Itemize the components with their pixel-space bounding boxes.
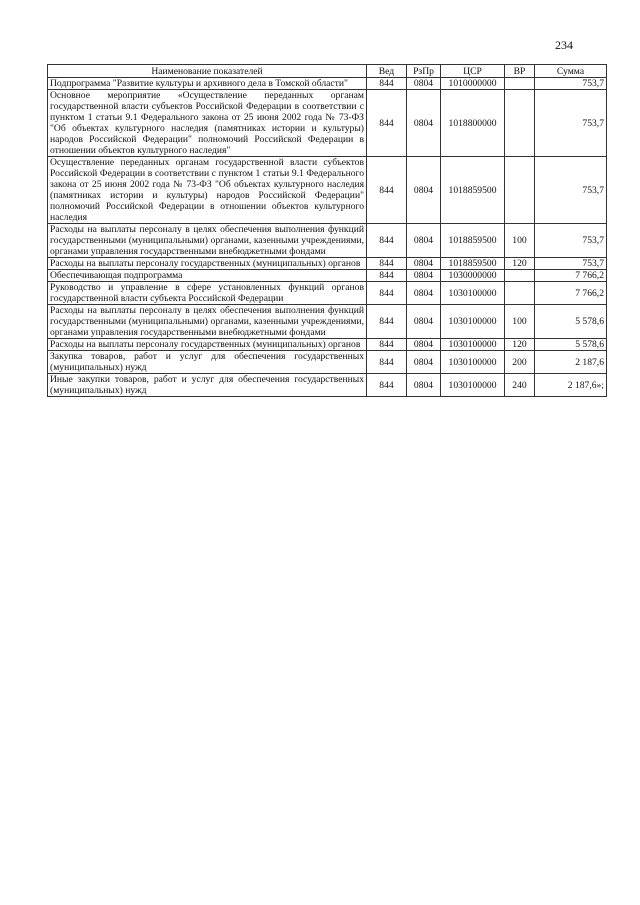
row-name: Расходы на выплаты персоналу в целях обеспечения выполнения функций государственными (муниципальными) органами, казенными учреждениями, органами управления государственными внебюджетными фондами [48,305,367,339]
row-sum: 7 766,2 [535,282,607,305]
row-csr: 1018859500 [441,224,505,258]
row-rzpr: 0804 [407,78,441,90]
row-name: Подпрограмма "Развитие культуры и архивного дела в Томской области" [48,78,367,90]
row-sum: 7 766,2 [535,270,607,282]
row-sum: 753,7 [535,90,607,157]
row-ved: 844 [367,157,407,224]
row-vr: 240 [505,374,535,397]
row-vr: 100 [505,224,535,258]
page-number: 234 [555,38,573,52]
row-name: Закупка товаров, работ и услуг для обеспечения государственных (муниципальных) нужд [48,351,367,374]
row-rzpr: 0804 [407,339,441,351]
table-row [48,282,607,305]
header-ved: Вед [367,65,407,78]
row-sum: 753,7 [535,157,607,224]
row-vr: 120 [505,258,535,270]
row-sum: 2 187,6 [535,351,607,374]
row-name: Осуществление переданных органам государственной власти субъектов Российской Федерации в соответствии с пунктом 1 статьи 9.1 Федерального закона от 25 июня 2002 года № 73-ФЗ "Об объектах культурного наследия (памятниках истории и культуры) народов Российской Федерации" полномочий Российской Федерации в отношении объектов культурного наследия [48,157,367,224]
row-vr [505,157,535,224]
row-rzpr: 0804 [407,374,441,397]
table-row [48,270,607,282]
row-name: Обеспечивающая подпрограмма [48,270,367,282]
row-ved: 844 [367,224,407,258]
row-ved: 844 [367,270,407,282]
table-row [48,90,607,157]
row-name: Расходы на выплаты персоналу государственных (муниципальных) органов [48,339,367,351]
row-vr [505,282,535,305]
row-sum: 753,7 [535,224,607,258]
row-sum: 753,7 [535,258,607,270]
header-vr: ВР [505,65,535,78]
row-ved: 844 [367,78,407,90]
row-ved: 844 [367,282,407,305]
row-csr: 1030000000 [441,270,505,282]
row-csr: 1010000000 [441,78,505,90]
row-name: Расходы на выплаты персоналу государственных (муниципальных) органов [48,258,367,270]
row-csr: 1030100000 [441,339,505,351]
row-ved: 844 [367,339,407,351]
row-name: Основное мероприятие «Осуществление переданных органам государственной власти субъектов Российской Федерации в соответствии с пунктом 1 статьи 9.1 Федерального закона от 25 июня 2002 года № 73-ФЗ "Об объектах культурного наследия (памятниках истории и культуры) народов Российской Федерации" полномочий Российской Федерации в отношении объектов культурного наследия" [48,90,367,157]
row-rzpr: 0804 [407,90,441,157]
row-csr: 1018859500 [441,157,505,224]
table-row [48,351,607,374]
row-rzpr: 0804 [407,351,441,374]
row-rzpr: 0804 [407,258,441,270]
row-vr [505,78,535,90]
row-rzpr: 0804 [407,282,441,305]
header-sum: Сумма [535,65,607,78]
row-name: Расходы на выплаты персоналу в целях обеспечения выполнения функций государственными (муниципальными) органами, казенными учреждениями, органами управления государственными внебюджетными фондами [48,224,367,258]
row-csr: 1030100000 [441,374,505,397]
table-row [48,78,607,90]
table-row [48,305,607,339]
row-ved: 844 [367,351,407,374]
header-name: Наименование показателей [48,65,367,78]
row-ved: 844 [367,90,407,157]
row-vr: 200 [505,351,535,374]
row-sum: 753,7 [535,78,607,90]
table-row [48,374,607,397]
table-row [48,258,607,270]
row-csr: 1030100000 [441,282,505,305]
row-ved: 844 [367,258,407,270]
row-csr: 1030100000 [441,351,505,374]
table-row [48,157,607,224]
row-name: Руководство и управление в сфере установленных функций органов государственной власти субъекта Российской Федерации [48,282,367,305]
row-ved: 844 [367,305,407,339]
row-rzpr: 0804 [407,270,441,282]
row-rzpr: 0804 [407,157,441,224]
table-row [48,339,607,351]
row-sum: 5 578,6 [535,339,607,351]
header-rzpr: РзПр [407,65,441,78]
budget-table [47,64,607,397]
row-sum: 2 187,6»; [535,374,607,397]
row-csr: 1018800000 [441,90,505,157]
row-csr: 1030100000 [441,305,505,339]
row-name: Иные закупки товаров, работ и услуг для обеспечения государственных (муниципальных) нужд [48,374,367,397]
table-header-row [48,65,607,78]
row-vr [505,270,535,282]
row-rzpr: 0804 [407,305,441,339]
table-row [48,224,607,258]
row-sum: 5 578,6 [535,305,607,339]
row-csr: 1018859500 [441,258,505,270]
header-csr: ЦСР [441,65,505,78]
row-rzpr: 0804 [407,224,441,258]
row-vr [505,90,535,157]
row-ved: 844 [367,374,407,397]
row-vr: 120 [505,339,535,351]
row-vr: 100 [505,305,535,339]
